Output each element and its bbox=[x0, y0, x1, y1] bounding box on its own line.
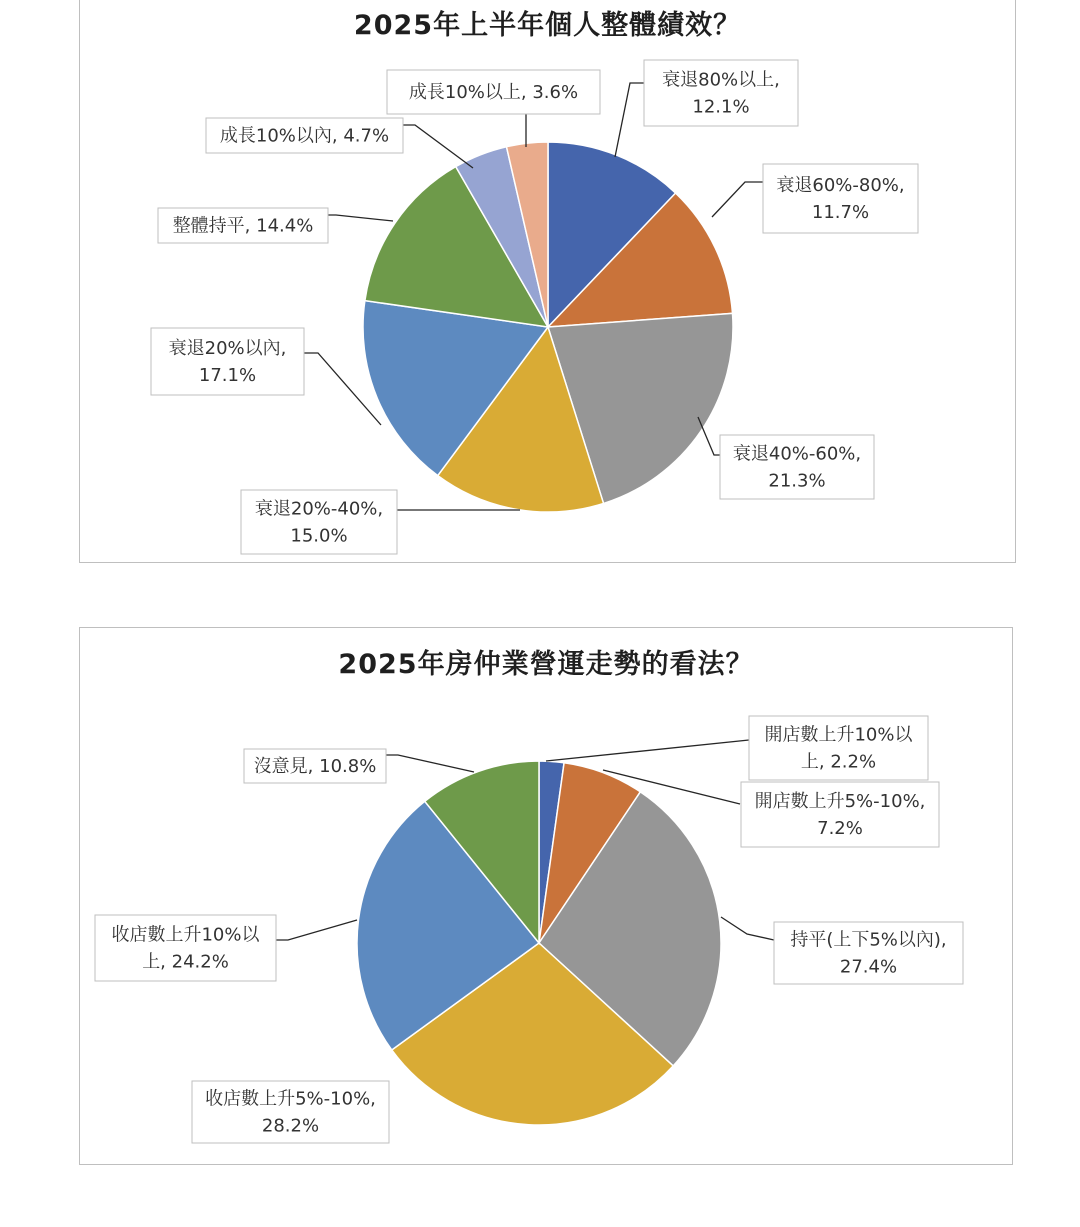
data-label-text: 衰退60%-80%, bbox=[776, 175, 905, 196]
leader-line bbox=[403, 125, 473, 168]
data-label-text: 衰退40%-60%, bbox=[732, 443, 862, 465]
data-label-text: 沒意見, 10.8% bbox=[253, 756, 377, 777]
data-label bbox=[158, 208, 328, 243]
data-label-text: 12.1% bbox=[692, 96, 750, 118]
data-label-text: 28.2% bbox=[261, 1115, 320, 1137]
data-label bbox=[192, 1081, 389, 1143]
data-label-text: 27.4% bbox=[839, 956, 898, 978]
chart-title: 2025年房仲業營運走勢的看法？ bbox=[338, 649, 754, 680]
data-label-text: 持平(上下5%以內), bbox=[790, 929, 947, 951]
chart-panel-performance bbox=[79, 0, 1016, 563]
leader-line bbox=[615, 83, 644, 157]
leader-line bbox=[712, 182, 763, 217]
data-label bbox=[244, 749, 386, 783]
data-label bbox=[95, 915, 276, 981]
leader-line bbox=[546, 740, 749, 761]
data-label bbox=[774, 922, 963, 984]
data-label bbox=[720, 435, 874, 499]
data-label bbox=[151, 328, 304, 395]
data-label-text: 成長10%以內, 4.7% bbox=[219, 125, 390, 147]
data-label-text: 開店數上升10%以 bbox=[764, 724, 913, 746]
data-label bbox=[241, 490, 397, 554]
leader-line bbox=[386, 755, 474, 772]
data-label-text: 上, 2.2% bbox=[800, 751, 877, 773]
data-label-text: 衰退80%以上, bbox=[662, 69, 780, 91]
data-label-text: 開店數上升5%-10%, bbox=[754, 791, 926, 812]
data-label bbox=[644, 60, 798, 126]
data-label-text: 17.1% bbox=[198, 365, 257, 386]
data-label-text: 15.0% bbox=[290, 525, 348, 547]
data-label bbox=[741, 782, 939, 847]
data-label-text: 衰退20%-40%, bbox=[254, 498, 384, 520]
data-label-text: 11.7% bbox=[811, 202, 870, 223]
data-label-text: 整體持平, 14.4% bbox=[172, 215, 314, 237]
pie-chart-performance bbox=[80, 0, 1017, 564]
chart-title: 2025年上半年個人整體績效？ bbox=[353, 10, 742, 41]
leader-line bbox=[276, 920, 357, 940]
data-label-text: 收店數上升10%以 bbox=[111, 924, 260, 946]
data-label bbox=[749, 716, 928, 780]
data-label-text: 7.2% bbox=[817, 818, 863, 839]
data-label-text: 上, 24.2% bbox=[142, 951, 229, 973]
leader-line bbox=[721, 917, 774, 940]
pie-chart-outlook bbox=[80, 628, 1014, 1166]
data-label bbox=[763, 164, 918, 233]
data-label-text: 成長10%以上, 3.6% bbox=[408, 82, 579, 103]
data-label bbox=[206, 118, 403, 153]
chart-panel-outlook bbox=[79, 627, 1013, 1165]
data-label-text: 收店數上升5%-10%, bbox=[205, 1088, 376, 1110]
data-label-text: 衰退20%以內, bbox=[168, 338, 287, 359]
leader-line bbox=[328, 215, 393, 221]
data-label bbox=[387, 70, 600, 114]
data-label-text: 21.3% bbox=[768, 470, 826, 492]
